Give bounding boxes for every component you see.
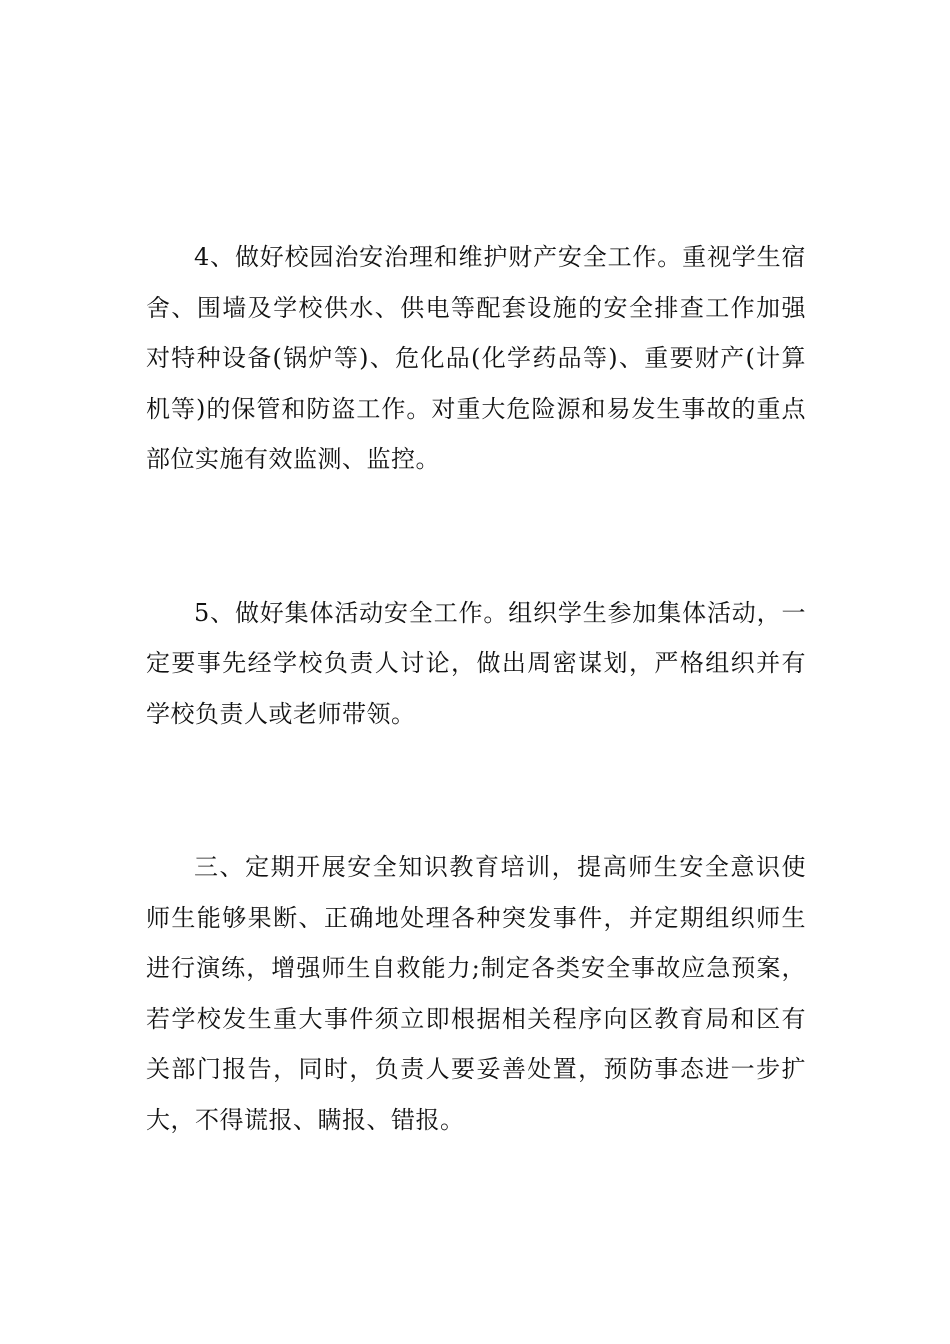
paragraph-group-activities: 5、做好集体活动安全工作。组织学生参加集体活动，一定要事先经学校负责人讨论，做出周密谋划，严格组织并有学校负责人或老师带领。 bbox=[146, 598, 806, 728]
document-body bbox=[146, 232, 806, 1145]
paragraph-campus-security: 4、做好校园治安治理和维护财产安全工作。重视学生宿舍、围墙及学校供水、供电等配套设施的安全排查工作加强对特种设备(锅炉等)、危化品(化学药品等)、重要财产(计算机等)的保管和防盗工作。对重大危险源和易发生事故的重点部位实施有效监测、监控。 bbox=[146, 243, 806, 473]
paragraph-safety-training: 三、定期开展安全知识教育培训，提高师生安全意识使师生能够果断、正确地处理各种突发事件，并定期组织师生进行演练，增强师生自救能力;制定各类安全事故应急预案，若学校发生重大事件须立即根据相关程序向区教育局和区有关部门报告，同时，负责人要妥善处置，预防事态进一步扩大，不得谎报、瞒报、错报。 bbox=[146, 853, 806, 1134]
